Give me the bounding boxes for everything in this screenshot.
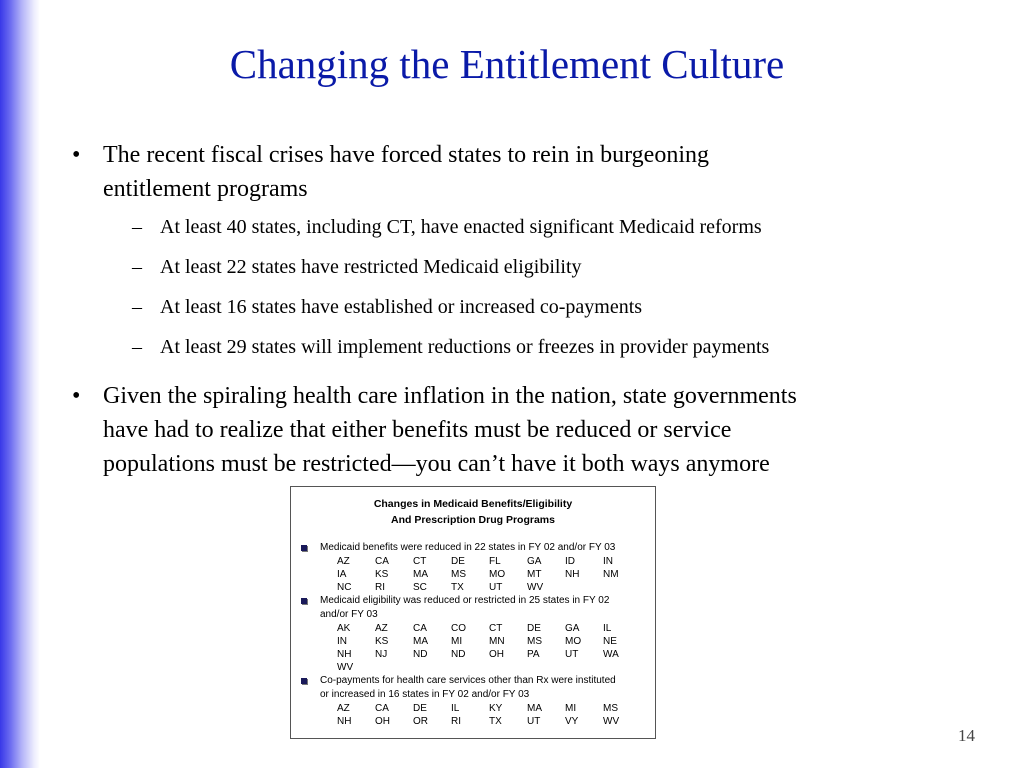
state-code: OH bbox=[489, 649, 504, 660]
state-code: DE bbox=[451, 556, 465, 567]
square-bullet-icon bbox=[301, 678, 307, 684]
bullet-2-line-1: Given the spiraling health care inflation in the nation, state governments bbox=[103, 383, 797, 409]
inset-title-line-2: And Prescription Drug Programs bbox=[391, 514, 555, 526]
state-code: MA bbox=[527, 703, 542, 714]
state-code: PA bbox=[527, 649, 540, 660]
dash-icon: – bbox=[132, 216, 142, 238]
inset-section-heading: Co-payments for health care services other than Rx were instituted bbox=[320, 675, 616, 686]
state-code: WV bbox=[337, 662, 354, 673]
state-code: OH bbox=[375, 716, 390, 727]
state-code: MA bbox=[413, 636, 428, 647]
state-code: MA bbox=[413, 569, 428, 580]
state-code: KY bbox=[489, 703, 503, 714]
state-code: ND bbox=[413, 649, 428, 660]
state-code: NH bbox=[565, 569, 580, 580]
bullet-1-line-2: entitlement programs bbox=[103, 176, 308, 202]
state-code: GA bbox=[527, 556, 542, 567]
state-code: MS bbox=[451, 569, 466, 580]
state-code: OR bbox=[413, 716, 428, 727]
page-number: 14 bbox=[958, 726, 975, 745]
square-bullet-icon bbox=[301, 545, 307, 551]
state-code: MO bbox=[565, 636, 582, 647]
state-code: AK bbox=[337, 623, 351, 634]
state-code: MO bbox=[489, 569, 506, 580]
state-code: MS bbox=[527, 636, 542, 647]
state-code: DE bbox=[527, 623, 541, 634]
state-code: WA bbox=[603, 649, 619, 660]
state-code: CT bbox=[413, 556, 427, 567]
state-code: ND bbox=[451, 649, 466, 660]
state-code: NH bbox=[337, 649, 352, 660]
sub-bullet-3-text: At least 16 states have established or increased co-payments bbox=[160, 296, 643, 318]
state-code: TX bbox=[451, 582, 464, 593]
square-bullet-icon bbox=[301, 598, 307, 604]
bullet-2-line-2: have had to realize that either benefits must be reduced or service bbox=[103, 417, 732, 443]
state-code: AZ bbox=[337, 556, 350, 567]
state-code: RI bbox=[375, 582, 385, 593]
inset-section-heading: or increased in 16 states in FY 02 and/or FY 03 bbox=[320, 689, 530, 700]
state-code: UT bbox=[527, 716, 541, 727]
state-code: NE bbox=[603, 636, 617, 647]
state-code: RI bbox=[451, 716, 461, 727]
state-code: TX bbox=[489, 716, 502, 727]
state-code: WV bbox=[527, 582, 544, 593]
state-code: AZ bbox=[375, 623, 388, 634]
state-code: KS bbox=[375, 569, 389, 580]
state-code: IA bbox=[337, 569, 347, 580]
state-code: MI bbox=[451, 636, 463, 647]
state-code: IN bbox=[603, 556, 613, 567]
state-code: SC bbox=[413, 582, 427, 593]
state-code: CA bbox=[375, 556, 389, 567]
bullet-dot-icon: • bbox=[72, 142, 81, 168]
inset-section-heading: Medicaid eligibility was reduced or restricted in 25 states in FY 02 bbox=[320, 595, 610, 606]
bullet-2-line-3: populations must be restricted—you can’t have it both ways anymore bbox=[103, 451, 770, 477]
state-code: UT bbox=[489, 582, 503, 593]
state-code: NM bbox=[603, 569, 619, 580]
state-code: MT bbox=[527, 569, 542, 580]
sub-bullet-2-text: At least 22 states have restricted Medicaid eligibility bbox=[160, 256, 582, 278]
state-code: CA bbox=[413, 623, 427, 634]
state-code: CO bbox=[451, 623, 466, 634]
bullet-1-line-1: The recent fiscal crises have forced states to rein in burgeoning bbox=[103, 142, 709, 168]
sub-bullet-4-text: At least 29 states will implement reductions or freezes in provider payments bbox=[160, 336, 770, 358]
inset-section-heading: and/or FY 03 bbox=[320, 609, 378, 620]
state-code: KS bbox=[375, 636, 389, 647]
state-code: IL bbox=[451, 703, 460, 714]
state-code: CT bbox=[489, 623, 503, 634]
state-code: FL bbox=[489, 556, 501, 567]
slide-title: Changing the Entitlement Culture bbox=[229, 41, 785, 87]
state-code: UT bbox=[565, 649, 579, 660]
medicaid-changes-inset bbox=[290, 486, 656, 739]
state-code: IL bbox=[603, 623, 612, 634]
slide-left-gradient-bar bbox=[0, 0, 40, 768]
bullet-dot-icon: • bbox=[72, 383, 81, 409]
state-code: VY bbox=[565, 716, 579, 727]
state-code: MN bbox=[489, 636, 505, 647]
state-code: WV bbox=[603, 716, 620, 727]
dash-icon: – bbox=[132, 256, 142, 278]
state-code: AZ bbox=[337, 703, 350, 714]
dash-icon: – bbox=[132, 296, 142, 318]
inset-section-heading: Medicaid benefits were reduced in 22 states in FY 02 and/or FY 03 bbox=[320, 542, 616, 553]
state-code: MI bbox=[565, 703, 577, 714]
inset-title-line-1: Changes in Medicaid Benefits/Eligibility bbox=[373, 498, 573, 510]
sub-bullet-1-text: At least 40 states, including CT, have enacted significant Medicaid reforms bbox=[160, 216, 762, 238]
state-code: NC bbox=[337, 582, 352, 593]
state-code: IN bbox=[337, 636, 347, 647]
state-code: NJ bbox=[375, 649, 388, 660]
dash-icon: – bbox=[132, 336, 142, 358]
state-code: MS bbox=[603, 703, 618, 714]
state-code: DE bbox=[413, 703, 427, 714]
state-code: GA bbox=[565, 623, 580, 634]
state-code: ID bbox=[565, 556, 575, 567]
state-code: NH bbox=[337, 716, 352, 727]
state-code: CA bbox=[375, 703, 389, 714]
